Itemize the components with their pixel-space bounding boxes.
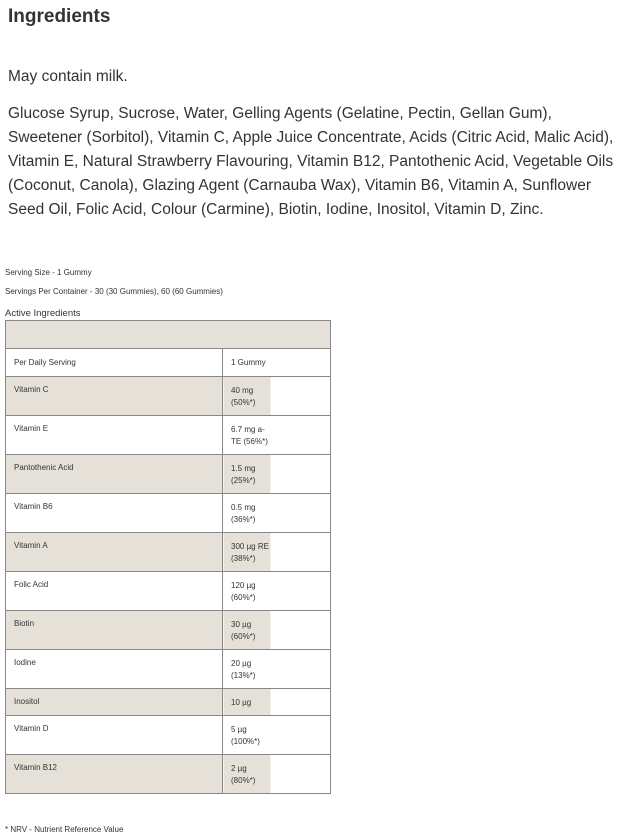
ingredient-amount: 1.5 mg (25%*) [231, 464, 256, 485]
table-row [6, 650, 331, 689]
ingredient-name: Vitamin B12 [6, 755, 223, 794]
ingredient-amount: 10 µg [231, 698, 252, 707]
ingredient-name: Pantothenic Acid [6, 455, 223, 494]
ingredients-heading: Ingredients [8, 6, 111, 27]
ingredient-name: Vitamin B6 [6, 494, 223, 533]
header-label: Per Daily Serving [6, 349, 223, 377]
allergen-note: May contain milk. [8, 68, 128, 85]
table-row [6, 611, 331, 650]
table-row [6, 533, 331, 572]
table-header-row [6, 349, 331, 377]
ingredients-list: Glucose Syrup, Sucrose, Water, Gelling Agents (Gelatine, Pectin, Gellan Gum), Sweetener (Sorbitol), Vitamin C, Apple Juice Concentrate, Acids (Citric Acid, Malic Acid), Vitamin E, Natural Strawberry Flavouring, Vitamin B12, Pantothenic Acid, Vegetable Oils (Coconut, Canola), Glazing Agent (Carnauba Wax), Vitamin B6, Vitamin A, Sunflower Seed Oil, Folic Acid, Colour (Carmine), Biotin, Iodine, Inositol, Vitamin D, Zinc. [8, 105, 614, 218]
table-row [6, 377, 331, 416]
active-ingredients-title: Active Ingredients [5, 308, 81, 319]
servings-per-container: Servings Per Container - 30 (30 Gummies), 60 (60 Gummies) [5, 287, 223, 296]
ingredient-name: Iodine [6, 650, 223, 689]
ingredient-amount: 0.5 mg (36%*) [231, 503, 256, 524]
ingredient-amount: 20 µg (13%*) [231, 659, 256, 680]
table-top-band [6, 321, 331, 349]
nrv-footnote: * NRV - Nutrient Reference Value [5, 825, 124, 834]
header-value: 1 Gummy [223, 349, 331, 377]
active-ingredients-table [5, 320, 331, 794]
ingredient-amount: 300 µg RE (38%*) [231, 542, 269, 563]
table-row [6, 716, 331, 755]
ingredient-name: Vitamin E [6, 416, 223, 455]
ingredient-amount: 30 µg (60%*) [231, 620, 256, 641]
ingredient-amount: 6.7 mg a-TE (56%*) [231, 425, 268, 446]
ingredient-amount: 2 µg (80%*) [231, 764, 256, 785]
ingredient-name: Vitamin C [6, 377, 223, 416]
table-row [6, 572, 331, 611]
ingredient-amount: 120 µg (60%*) [231, 581, 256, 602]
ingredient-name: Inositol [6, 689, 223, 716]
ingredient-name: Biotin [6, 611, 223, 650]
serving-size: Serving Size - 1 Gummy [5, 268, 92, 277]
table-row [6, 494, 331, 533]
table-row [6, 755, 331, 794]
ingredient-amount: 5 µg (100%*) [231, 725, 260, 746]
ingredient-name: Vitamin D [6, 716, 223, 755]
ingredient-amount: 40 mg (50%*) [231, 386, 256, 407]
table-row [6, 689, 331, 716]
ingredient-name: Vitamin A [6, 533, 223, 572]
table-row [6, 455, 331, 494]
ingredient-name: Folic Acid [6, 572, 223, 611]
table-row [6, 416, 331, 455]
